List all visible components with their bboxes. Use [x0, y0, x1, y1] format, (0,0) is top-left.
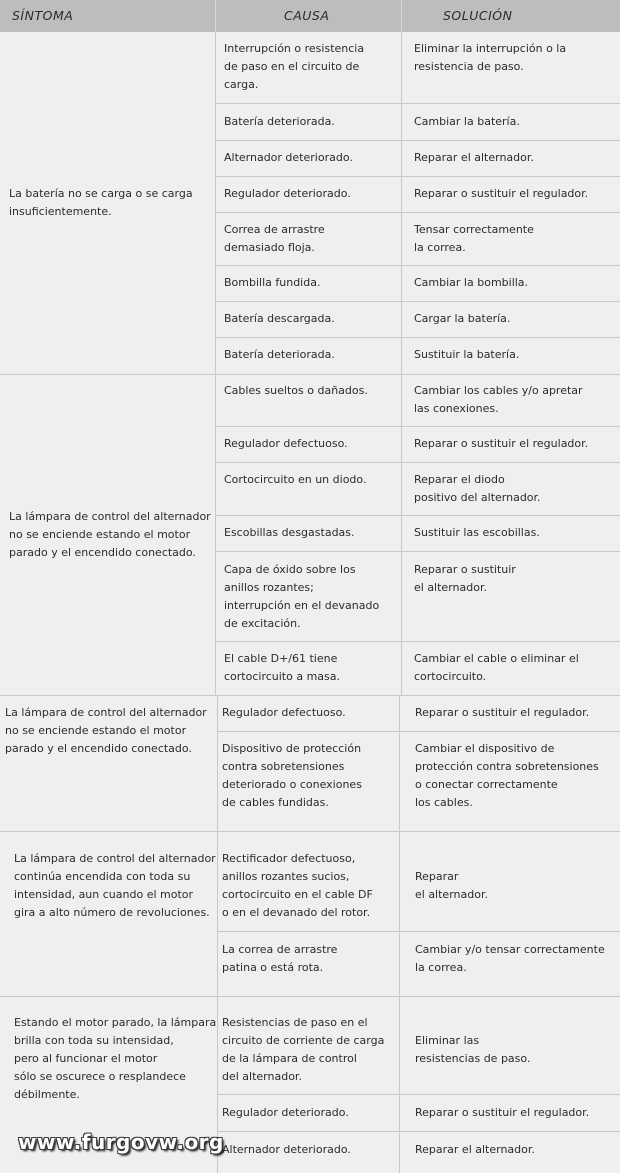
- row-divider: [218, 931, 620, 932]
- column-divider: [401, 32, 402, 374]
- solution-cell: Tensar correctamente la correa.: [414, 223, 534, 254]
- cause-cell: El cable D+/61 tiene cortocircuito a masa.: [224, 652, 341, 683]
- row-divider: [218, 1094, 620, 1095]
- solution-cell: Cargar la batería.: [414, 312, 511, 325]
- cause-cell: Dispositivo de protección contra sobretensiones deteriorado o conexiones de cables fundidas.: [222, 742, 362, 809]
- cause-cell: Batería descargada.: [224, 312, 335, 325]
- cause-cell: Regulador deteriorado.: [224, 187, 351, 200]
- column-divider: [217, 832, 218, 996]
- solution-cell: Cambiar el dispositivo de protección contra sobretensiones o conectar correctamente los cables.: [415, 742, 599, 809]
- header-causa: CAUSA: [284, 8, 330, 23]
- symptom-cell: La lámpara de control del alternador no se enciende estando el motor parado y el encendido conectado.: [5, 706, 207, 755]
- column-divider: [217, 696, 218, 831]
- row-divider: [216, 140, 620, 141]
- solution-cell: Reparar el alternador.: [415, 870, 488, 901]
- solution-cell: Cambiar la batería.: [414, 115, 520, 128]
- solution-cell: Reparar o sustituir el regulador.: [414, 437, 589, 450]
- cause-cell: Escobillas desgastadas.: [224, 526, 355, 539]
- solution-cell: Reparar o sustituir el alternador.: [414, 563, 516, 594]
- row-divider: [216, 301, 620, 302]
- row-divider: [216, 551, 620, 552]
- group-divider: [0, 374, 620, 375]
- watermark: www.furgovw.org: [18, 1130, 224, 1154]
- solution-cell: Eliminar la interrupción o la resistencia de paso.: [414, 42, 567, 73]
- group-divider: [0, 831, 620, 832]
- column-divider: [215, 32, 216, 374]
- solution-cell: Reparar el alternador.: [415, 1143, 535, 1156]
- cause-cell: Correa de arrastre demasiado floja.: [224, 223, 325, 254]
- header-solucion: SOLUCIÓN: [443, 8, 513, 23]
- symptom-cell: La lámpara de control del alternador continúa encendida con toda su intensidad, aun cuando el motor gira a alto número de revoluciones.: [14, 852, 216, 919]
- solution-cell: Cambiar los cables y/o apretar las conexiones.: [414, 384, 583, 415]
- row-divider: [216, 265, 620, 266]
- cause-cell: Batería deteriorada.: [224, 115, 335, 128]
- solution-cell: Reparar el alternador.: [414, 151, 534, 164]
- solution-cell: Cambiar el cable o eliminar el cortocircuito.: [414, 652, 579, 683]
- solution-cell: Cambiar la bombilla.: [414, 276, 529, 289]
- cause-cell: Batería deteriorada.: [224, 348, 335, 361]
- solution-cell: Reparar o sustituir el regulador.: [415, 1106, 590, 1119]
- group-divider: [0, 695, 620, 696]
- row-divider: [216, 462, 620, 463]
- column-divider: [399, 696, 400, 831]
- solution-cell: Reparar o sustituir el regulador.: [415, 706, 590, 719]
- row-divider: [216, 176, 620, 177]
- solution-cell: Reparar el diodo positivo del alternador.: [414, 473, 541, 504]
- column-divider: [399, 997, 400, 1173]
- solution-cell: Eliminar las resistencias de paso.: [415, 1034, 531, 1065]
- cause-cell: Regulador defectuoso.: [222, 706, 346, 719]
- row-divider: [216, 212, 620, 213]
- row-divider: [216, 103, 620, 104]
- group-divider: [0, 996, 620, 997]
- row-divider: [216, 337, 620, 338]
- cause-cell: Bombilla fundida.: [224, 276, 321, 289]
- row-divider: [218, 731, 620, 732]
- header-divider: [215, 0, 216, 32]
- column-divider: [401, 375, 402, 695]
- cause-cell: Regulador defectuoso.: [224, 437, 348, 450]
- row-divider: [218, 1131, 620, 1132]
- header-divider: [401, 0, 402, 32]
- cause-cell: Cortocircuito en un diodo.: [224, 473, 367, 486]
- symptom-cell: Estando el motor parado, la lámpara brilla con toda su intensidad, pero al funcionar el motor sólo se oscurece o resplandece débilmente.: [14, 1016, 217, 1101]
- solution-cell: Cambiar y/o tensar correctamente la correa.: [415, 943, 605, 974]
- solution-cell: Sustituir la batería.: [414, 348, 520, 361]
- row-divider: [216, 426, 620, 427]
- column-divider: [215, 375, 216, 695]
- symptom-cell: La batería no se carga o se carga insuficientemente.: [9, 187, 193, 218]
- cause-cell: Rectificador defectuoso, anillos rozantes sucios, cortocircuito en el cable DF o en el devanado del rotor.: [222, 852, 373, 919]
- symptom-cell: La lámpara de control del alternador no se enciende estando el motor parado y el encendido conectado.: [9, 510, 211, 559]
- cause-cell: Capa de óxido sobre los anillos rozantes; interrupción en el devanado de excitación.: [224, 563, 380, 630]
- header-sintoma: SÍNTOMA: [12, 8, 74, 23]
- table-header: [0, 0, 620, 32]
- cause-cell: La correa de arrastre patina o está rota.: [222, 943, 338, 974]
- row-divider: [216, 515, 620, 516]
- cause-cell: Alternador deteriorado.: [222, 1143, 351, 1156]
- column-divider: [399, 832, 400, 996]
- cause-cell: Resistencias de paso en el circuito de corriente de carga de la lámpara de control del alternador.: [222, 1016, 385, 1083]
- cause-cell: Regulador deteriorado.: [222, 1106, 349, 1119]
- row-divider: [216, 641, 620, 642]
- solution-cell: Reparar o sustituir el regulador.: [414, 187, 589, 200]
- cause-cell: Alternador deteriorado.: [224, 151, 353, 164]
- solution-cell: Sustituir las escobillas.: [414, 526, 540, 539]
- cause-cell: Cables sueltos o dañados.: [224, 384, 368, 397]
- cause-cell: Interrupción o resistencia de paso en el circuito de carga.: [224, 42, 365, 91]
